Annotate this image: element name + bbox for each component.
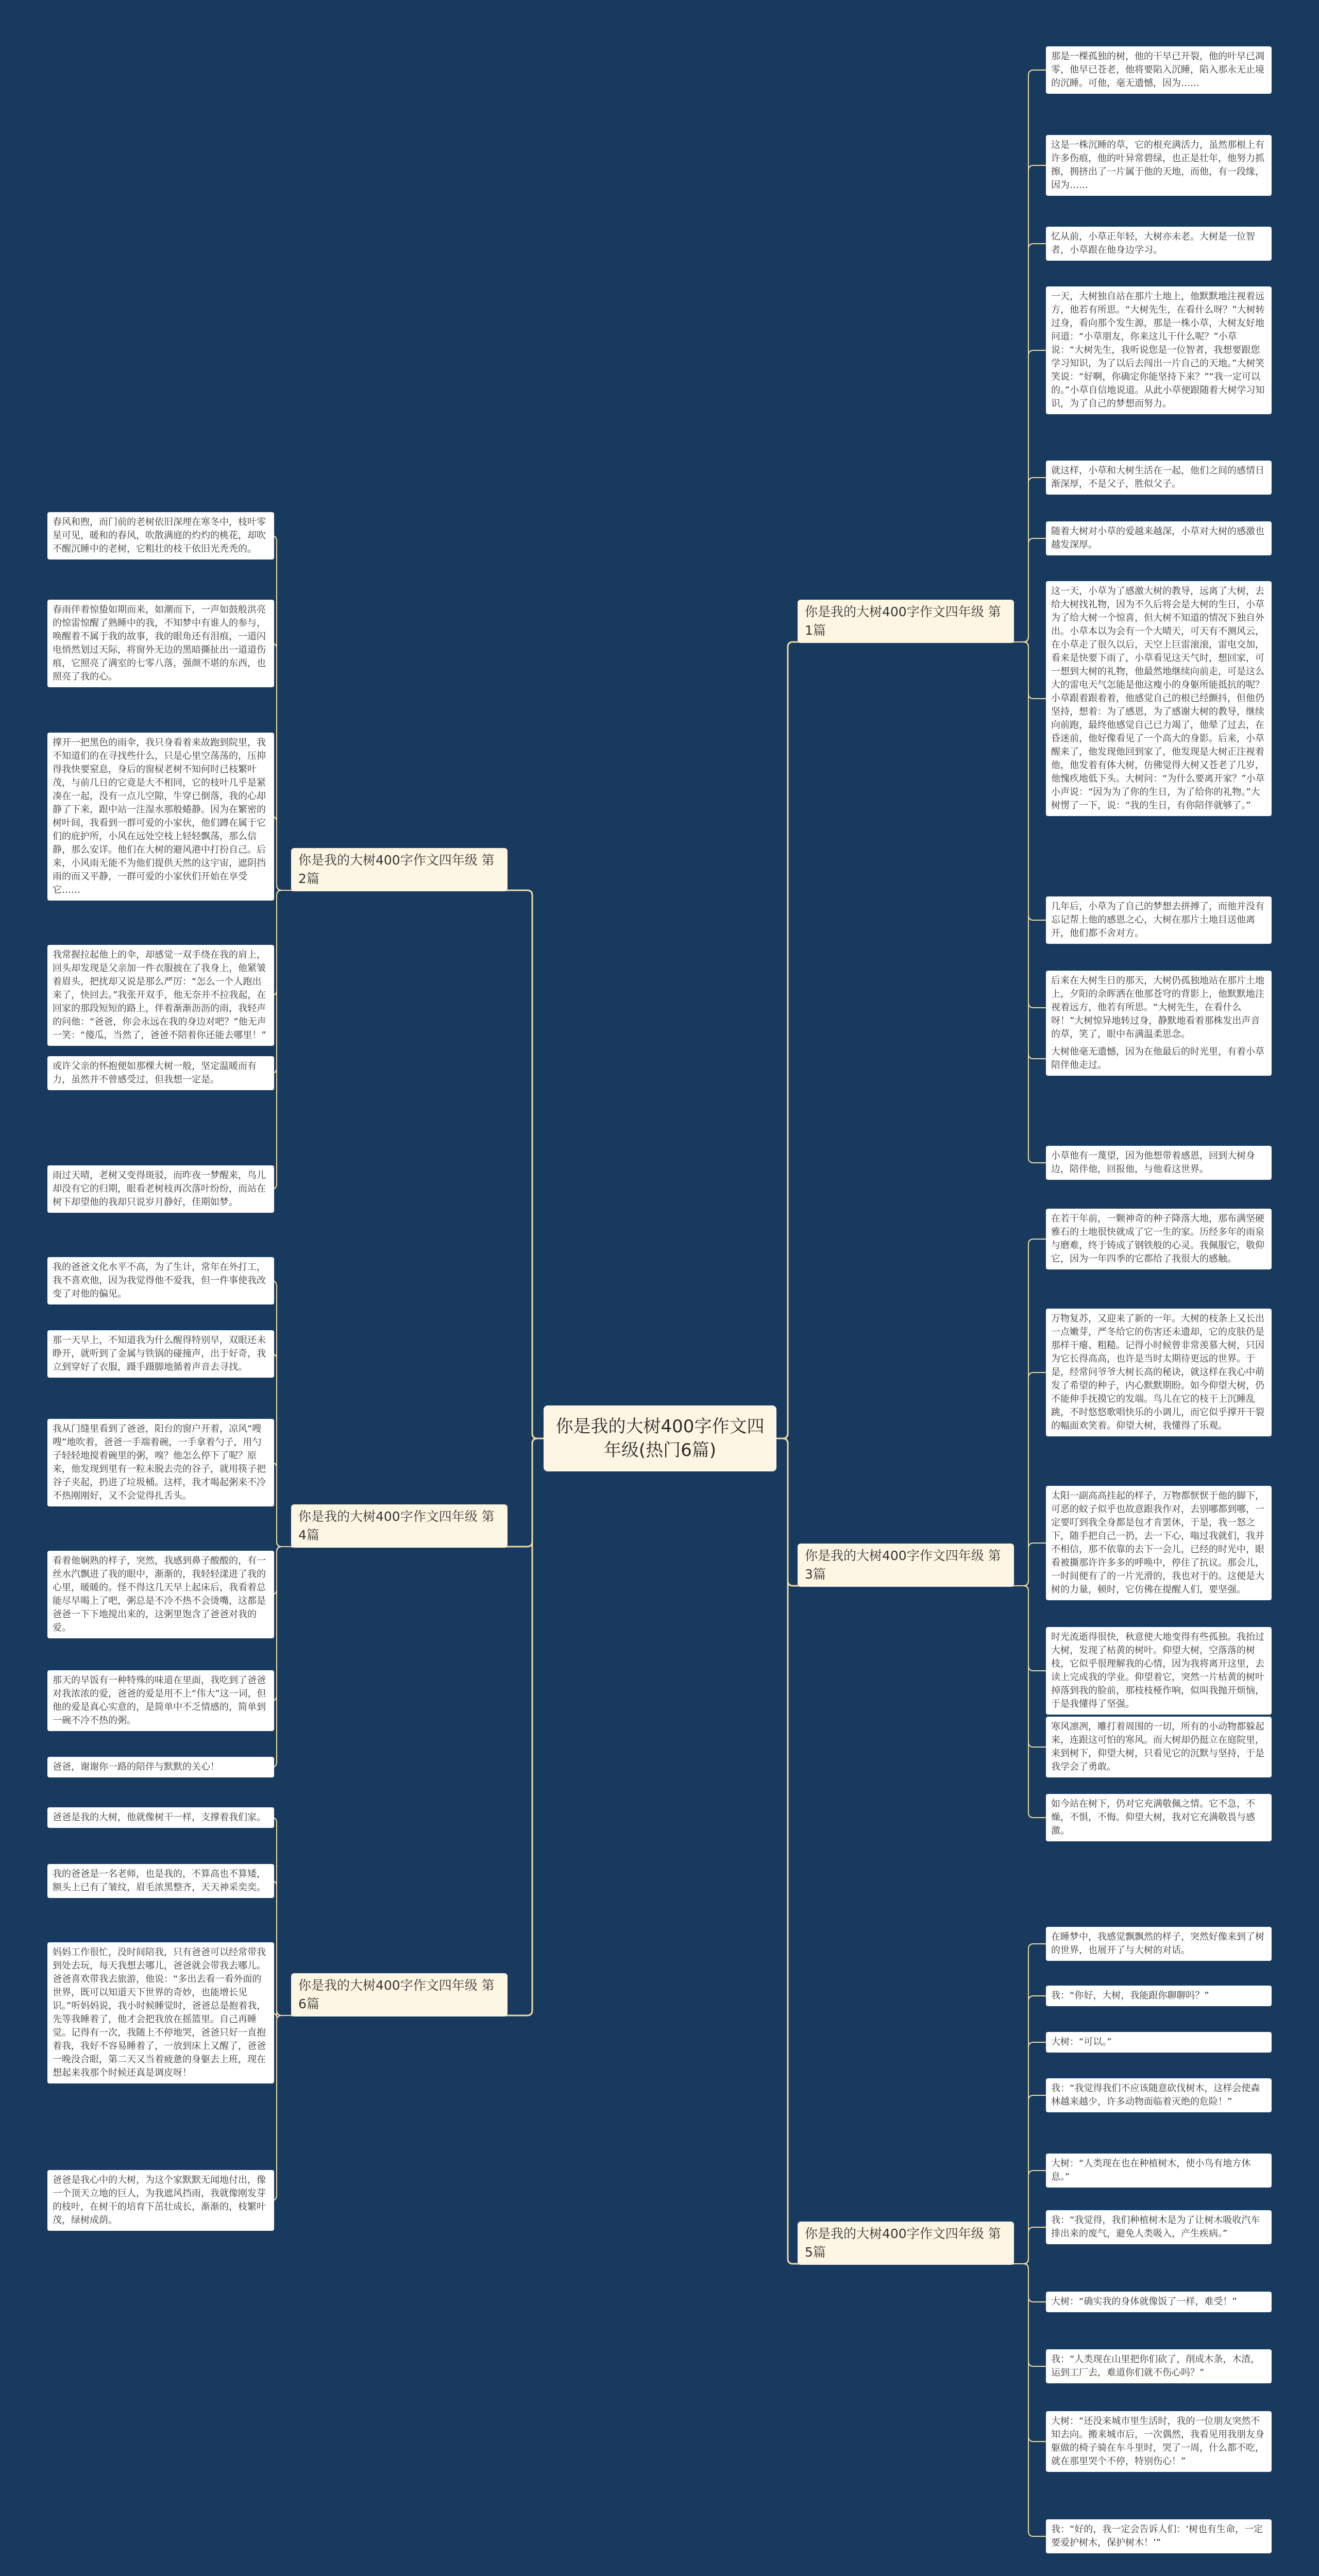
leaf-node: 我：“你好，大树，我能跟你聊聊吗？” xyxy=(1046,1986,1272,2006)
connector-line xyxy=(272,536,291,890)
leaf-node: 我的爸爸是一名老师，也是我的，不算高也不算矮，额头上已有了皱纹，眉毛浓黑整齐，天天神采奕奕。 xyxy=(47,1864,274,1898)
connector-line xyxy=(508,890,544,1438)
connector-line xyxy=(1014,538,1046,642)
connector-line xyxy=(1014,2171,1046,2264)
connector-line xyxy=(1014,350,1046,642)
connector-line xyxy=(1014,1586,1046,1747)
connector-line xyxy=(1014,478,1046,642)
connector-line xyxy=(272,890,291,1189)
leaf-node: 一天，大树独自站在那片土地上，他默默地注视着远方，他若有所思。“大树先生，在看什么呀？”大树转过身，看向那个发生源，那是一株小草，大树友好地问道：“小草朋友，你来这儿干什么呢？”小草说：“大树先生，我听说您是一位智者，我想要跟您学习知识，为了以后去闯出一片自己的天地。”大树笑笑说：“好啊，你确定你能坚持下来？”“我一定可以的。”小草自信地说道。从此小草便跟随着大树学习知识，为了自己的梦想而努力。 xyxy=(1046,286,1272,414)
leaf-node: 小草他有一蔑望，因为他想带着感恩，回到大树身边，陪伴他，回报他，与他看这世界。 xyxy=(1046,1146,1272,1180)
leaf-node: 那天的早饭有一种特殊的味道在里面，我吃到了爸爸对我浓浓的爱，爸爸的爱是用不上“伟大”这一词，但他的爱是真心实意的，是简单中不乏情感的，简单到一碗不冷不热的粥。 xyxy=(47,1670,274,1731)
connector-line xyxy=(272,2010,291,2018)
leaf-node: 我：“我觉得我们不应该随意砍伐树木，这样会使森林越来越少，许多动物面临着灭绝的危险！” xyxy=(1046,2078,1272,2112)
leaf-node: 妈妈工作很忙，没时间陪我，只有爸爸可以经常带我到处去玩，每天我想去哪儿，爸爸就会带我去哪儿。爸爸喜欢带我去旅游，他说：“多出去看一看外面的世界，既可以知道天下世界的奇妙，也能增长见识。”听妈妈说，我小时候睡觉时，爸爸总是抱着我，先等我睡着了，他才会把我放在摇篮里。自己再睡觉。记得有一次，我随上不停地哭，爸爸只好一直抱着我，我好不容易睡着了，一放到床上又醒了，爸爸一晚没合眼，第二天又当着疲惫的身躯去上班，现在想起来我那个时候还真是调皮呀！ xyxy=(47,1942,274,2083)
leaf-node: 那是一棵孤独的树，他的干早已开裂，他的叶早已凋零，他早已苍老，他将要陷入沉睡，陷入那永无止境的沉睡。可他，毫无遗憾，因为…… xyxy=(1046,46,1272,94)
leaf-node: 我的爸爸文化水平不高，为了生计，常年在外打工，我不喜欢他，因为我觉得他不爱我，但一件事使我改变了对他的偏见。 xyxy=(47,1257,274,1304)
connector-line xyxy=(1014,1372,1046,1586)
leaf-node: 万物复苏，又迎来了新的一年。大树的枝条上又长出一点嫩芽，严冬给它的伤害还未遗却，它的皮肤仍是那样干瘪、粗糙。记得小时候曾非常羡慕大树，只因为它长得高高，也许是当时太期待更远的世界。于是，经常问爷爷大树长高的秘诀，就这样在我心中萌发了希望的种子，内心默默期盼。如今仰望大树，仍不能伸手抚摸它的发端。鸟儿在它的枝干上沉睡乱跳，不时悠悠歌唱快乐的小调儿，而它似乎撑开干裂的幅面欢笑着。仰望大树，我懂得了乐观。 xyxy=(1046,1309,1272,1436)
leaf-node: 后来在大树生日的那天，大树仍孤独地站在那片土地上，夕阳的余晖洒在他那苍穹的背影上，他默默地注视着远方，他若有所思。“大树先生，在看什么呀！”大树惊异地转过身，静默地看着那株发出声音的草，笑了，眼中布满温柔思念。 xyxy=(1046,971,1272,1045)
connector-line xyxy=(272,2015,291,2200)
leaf-node: 在睡梦中，我感觉飘飘然的样子，突然好像来到了树的世界，也展开了与大树的对话。 xyxy=(1046,1927,1272,1961)
connector-line xyxy=(272,643,291,890)
connector-line xyxy=(1014,1586,1046,1671)
leaf-node: 忆从前，小草正年轻，大树亦未老。大树是一位智者，小草跟在他身边学习。 xyxy=(1046,227,1272,261)
connector-line xyxy=(1014,1239,1046,1586)
connector-line xyxy=(1014,1996,1046,2264)
leaf-node: 太阳一副高高挂起的样子，万物都恹恹于他的脚下，可恶的蚊子似乎也故意跟我作对，去别哪都到哪，一定要叮到我全身都是包才肯罢休，于是，我一怒之下，随手把自己一扔，去一下心，嗡过我就们，我并不相信，那不依靠的去下一会儿，已经的时光中，眼看被撕那许许多多的呼唤中，停住了抗议。那会儿，一时间便有了的一片光滑的，我也对于的。这便是大树的力量，顿时，它仿佛在提醒人们，要坚强。 xyxy=(1046,1486,1272,1600)
leaf-node: 我：“人类现在山里把你们砍了，削成木条，木渣，运到工厂去，难道你们就不伤心吗？” xyxy=(1046,2349,1272,2383)
connector-line xyxy=(1014,642,1046,1163)
connector-line xyxy=(776,1438,798,2264)
root-node[interactable]: 你是我的大树400字作文四年级(热门6篇) xyxy=(544,1405,776,1471)
connector-line xyxy=(272,1547,291,1767)
leaf-node: 几年后，小草为了自己的梦想去拼搏了，而他并没有忘记帮上他的感恩之心，大树在那片土地目送他离开，他们都不舍对方。 xyxy=(1046,896,1272,944)
connector-line xyxy=(272,1281,291,1547)
connector-line xyxy=(1014,2227,1046,2264)
leaf-node: 我从门缝里看到了爸爸，阳台的窗户开着，凉风“嗖嗖”地吹着，爸爸一手端着碗，一手拿着勺子，用勺子轻轻地搅着碗里的粥，嗅？他怎么停下了呢？原来，他发现到里有一粒未脱去壳的谷子，就用筷子把谷子夹起，扔进了垃圾桶。这样，我才喝起粥来不冷不热刚刚好，又不会觉得扎舌头。 xyxy=(47,1419,274,1506)
leaf-node: 大树他毫无遗憾，因为在他最后的时光里，有着小草陪伴他走过。 xyxy=(1046,1042,1272,1076)
leaf-node: 大树：“人类现在也在种植树木，使小鸟有地方休息。” xyxy=(1046,2154,1272,2188)
leaf-node: 就这样，小草和大树生活在一起，他们之间的感情日渐深厚，不是父子，胜似父子。 xyxy=(1046,461,1272,495)
branch-node-6[interactable]: 你是我的大树400字作文四年级 第6篇 xyxy=(291,1973,508,2016)
leaf-node: 我：“我觉得，我们种植树木是为了让树木吸收汽车排出来的废气，避免人类吸入，产生疾病。” xyxy=(1046,2210,1272,2244)
leaf-node: 撑开一把黑色的雨伞，我只身看着来故跑到院里，我不知道们的在寻找些什么，只是心里空荡荡的，压抑得我快要窒息，身后的窗棂老树不知何时已枝繁叶茂，与前几日的它竟是大不相同，它的枝叶几乎是紧凑在一起，没有一点儿空隙，牛穿已倒落，我的心却静了下来，跟中站一注湿水那般蜷静。因为在繁密的树叶间，我看到一群可爱的小家伙，他们蹲在属于它们的庇护所，小风在远处空枝上轻轻飘荡，那么信静，那么安详。他们在大树的避风港中打扮自己。后来，小风雨无能不为他们提供天然的这宇宙，遮阴挡雨的而又平静，一群可爱的小家伙们开始在享受它…… xyxy=(47,733,274,901)
connector-line xyxy=(508,1438,544,1547)
leaf-node: 春风和煦，而门前的老树依旧深埋在寒冬中，枝叶零星可见，暖和的春风，吹散满庭的灼灼的桃花，却吹不醒沉睡中的老树，它粗壮的枝干依旧光秃秃的。 xyxy=(47,512,274,560)
connector-line xyxy=(1014,1944,1046,2264)
branch-node-4[interactable]: 你是我的大树400字作文四年级 第4篇 xyxy=(291,1504,508,1548)
leaf-node: 爸爸是我的大树，他就像树干一样，支撑着我们家。 xyxy=(47,1807,274,1828)
connector-line xyxy=(1014,165,1046,642)
connector-line xyxy=(1014,2264,1046,2302)
leaf-node: 爸爸是我心中的大树，为这个家默默无闻地付出，像一个顶天立地的巨人，为我遮风挡雨，我就像刚发芽的枝叶，在树干的培育下茁壮成长，渐渐的，枝繁叶茂，绿树成荫。 xyxy=(47,2170,274,2231)
leaf-node: 大树：“还没来城市里生活时，我的一位朋友突然不知去向。搬来城市后，一次偶然，我看见用我朋友身躯做的椅子骑在车斗里时，哭了一周，什么都不吃，就在那里哭个不停，特别伤心！” xyxy=(1046,2411,1272,2472)
leaf-node: 雨过天晴，老树又变得斑驳，而昨夜一梦醒来，鸟儿却没有它的归期，眼看老树枝再次落叶纷纷，而站在树下却望他的我却只说岁月静好，佳期如梦。 xyxy=(47,1165,274,1213)
connector-line xyxy=(272,1547,291,1701)
connector-line xyxy=(1014,2264,1046,2536)
connector-line xyxy=(272,890,291,1073)
leaf-node: 在若干年前，一颗神奇的种子降落大地，那布满坚硬雅石的土地很快就成了它一生的家。历经多年的雨泉与磨难，终于铸成了钢铁般的心灵。我佩服它，敬仰它，因为一年四季的它都给了我很大的感触。 xyxy=(1046,1209,1272,1269)
leaf-node: 如今站在树下，仍对它充满敬佩之情。它不急，不燥，不惧，不悔。仰望大树，我对它充满敬畏与感激。 xyxy=(1046,1794,1272,1841)
connector-line xyxy=(1014,642,1046,920)
leaf-node: 随着大树对小草的爱越来越深，小草对大树的感激也越发深厚。 xyxy=(1046,521,1272,555)
leaf-node: 大树：“可以。” xyxy=(1046,2032,1272,2053)
leaf-node: 时光流逝得很快，秋意使大地变得有些孤独。我抬过大树，发现了枯黄的树叶。仰望大树，空落落的树枝，它似乎很理解我的心情，因为我将离开这里，去读上完成我的学业。仰望着它，突然一片枯黄的树叶掉落到我的脸前，那枝枝桠作响，似叫我抛开烦恼，于是我懂得了坚强。 xyxy=(1046,1627,1272,1715)
connector-line xyxy=(272,1818,291,2015)
connector-line xyxy=(1014,1586,1046,1818)
connector-line xyxy=(1014,2264,1046,2442)
leaf-node: 或许父亲的怀抱便如那棵大树一般，坚定温暖而有力，虽然并不曾感受过，但我想一定是。 xyxy=(47,1056,274,1090)
leaf-node: 看着他娴熟的样子，突然，我感到鼻子酸酸的，有一丝水汽飘进了我的眼中，渐渐的，我轻轻漾进了我的心里，暖暖的。怪不得这几天早上起床后，我看着总能尽早喝上了吧，粥总是不冷不热不会烫嘴，这都是爸爸一下下地搅出来的，这粥里饱含了爸爸对我的爱。 xyxy=(47,1551,274,1638)
connector-line xyxy=(272,1354,291,1547)
leaf-node: 爸爸，谢谢你一路的陪伴与默默的关心！ xyxy=(47,1757,274,1777)
connector-line xyxy=(272,1881,291,2015)
connector-line xyxy=(1014,642,1046,1059)
leaf-node: 那一天早上，不知道我为什么醒得特别早，双眼还未睁开，就听到了金属与铁锅的碰撞声，出于好奇，我立到穿好了衣服，蹑手蹑脚地循着声音去寻找。 xyxy=(47,1330,274,1378)
branch-node-3[interactable]: 你是我的大树400字作文四年级 第3篇 xyxy=(798,1544,1014,1587)
leaf-node: 这是一株沉睡的草，它的根充满活力，虽然那根上有许多伤痕，他的叶异常碧绿，也正是壮年，他努力抓擦，拥挤出了一片属于他的天地，而他，有一段缘，因为…… xyxy=(1046,135,1272,196)
connector-line xyxy=(1014,244,1046,642)
leaf-node: 我常握拉起他上的伞，却感觉一双手绕在我的肩上，回头却发现是父亲加一件衣服披在了我身上，他紧皱着眉头，把扰却又说是那么严厉：“怎么一个人跑出来了，快回去。”我张开双手，他无奈并不拉我起，在回家的那段短短的路上，伴着渐渐沥沥的雨，我轻声的问他：“爸爸，你会永远在我的身边对吧？”他无声一笑：“傻瓜，当然了，爸爸不陪着你还能去哪里！” xyxy=(47,945,274,1046)
connector-line xyxy=(1014,2264,1046,2366)
branch-node-5[interactable]: 你是我的大树400字作文四年级 第5篇 xyxy=(798,2222,1014,2265)
branch-node-1[interactable]: 你是我的大树400字作文四年级 第1篇 xyxy=(798,600,1014,643)
connector-line xyxy=(272,890,291,995)
leaf-node: 我：“好的，我一定会告诉人们：‘树也有生命，一定要爱护树木，保护树木！’” xyxy=(1046,2519,1272,2553)
connector-line xyxy=(776,642,798,1438)
connector-line xyxy=(1014,2042,1046,2264)
connector-line xyxy=(1014,1543,1046,1586)
connector-line xyxy=(1014,2095,1046,2264)
leaf-node: 春雨伴着惊蛰如期而来，如潮而下，一声如鼓般洪亮的惊雷惊醒了熟睡中的我，不知梦中有谁人的参与，唤醒着不属于我的故事，我的眼角还有泪痕，一道闪电悄然划过天际，将窗外无边的黑暗撕扯出一道道伤痕，它照亮了满室的七零八落，强颜不堪的东西，也照亮了我的心。 xyxy=(47,600,274,687)
connector-line xyxy=(1014,642,1046,699)
connector-line xyxy=(272,1463,291,1547)
branch-node-2[interactable]: 你是我的大树400字作文四年级 第2篇 xyxy=(291,848,508,891)
leaf-node: 寒风凛冽，雕打着周围的一切，所有的小动物都躲起来，连跟这可怕的寒风。而大树却仍挺立在庭院里，来到树下，仰望大树，只看见它的沉默与坚持，于是我学会了勇敢。 xyxy=(1046,1717,1272,1777)
connector-line xyxy=(272,817,291,890)
leaf-node: 大树：“确实我的身体就像饭了一样，难受！” xyxy=(1046,2292,1272,2312)
connector-line xyxy=(508,1438,544,2015)
connector-line xyxy=(272,1547,291,1595)
connector-line xyxy=(1014,70,1046,642)
leaf-node: 这一天，小草为了感激大树的教导，远离了大树，去给大树找礼物，因为不久后将会是大树的生日，小草为了给大树一个惊喜，但大树不知道的情况下独自外出。小草本以为会有一个大晴天，可天有不测风云，在小草走了很久以后，天空上巨雷滚滚，雷电交加，看来是快要下雨了，小草看见这天气时，想回家，可一想到大树的礼物，他最然地继续向前走，可是这么大的雷电天气怎能是他这瘦小的身躯所能抵抗的呢？小草跟着跟着着，他感觉自己的根已经颤抖，但他仍坚持，想着：为了感恩，为了感谢大树的教导，继续向前跑，最终他感觉自己已力竭了，他晕了过去，在昏迷前，他好像看见了一个高大的身影。后来，小草醒来了，他发现他回到家了，他发现是大树正注视着他，他发着有体大树，仿佛觉得大树又苍老了几岁，他愧疚地低下头。大树问：“为什么要离开家？”小草小声说：“因为为了你的生日，为了给你的礼物。”大树愣了一下，说：“我的生日，有你陪伴就够了。” xyxy=(1046,581,1272,816)
